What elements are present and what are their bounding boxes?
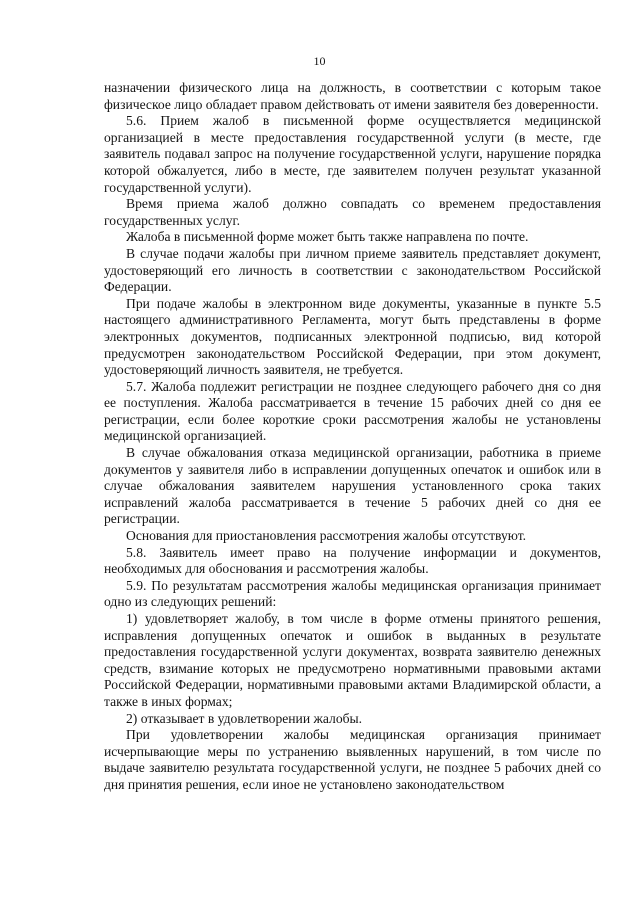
paragraph: Основания для приостановления рассмотрения жалобы отсутствуют. <box>126 528 527 544</box>
page-number: 10 <box>313 54 326 68</box>
paragraph: При удовлетворении жалобы медицинская организация принимает исчерпывающие меры по устранению выявленных нарушений, в том числе по выдаче заявителю результата государственной услуги, не позднее 5 рабочих дней со дня принятия решения, если иное не установлено законодательством <box>104 727 601 792</box>
paragraph: В случае обжалования отказа медицинской организации, работника в приеме документов у заявителя либо в исправлении допущенных опечаток и ошибок или в случае обжалования заявителем нарушения установленного срока таких исправлений жалоба рассматривается в течение 5 рабочих дней со дня ее регистрации. <box>104 445 601 527</box>
paragraph: При подаче жалобы в электронном виде документы, указанные в пункте 5.5 настоящего административного Регламента, могут быть представлены в форме электронных документов, подписанных электронной подписью, вид которой предусмотрен законодательством Российской Федерации, при этом документ, удостоверяющий личность заявителя, не требуется. <box>104 295 601 378</box>
paragraph: Время приема жалоб должно совпадать со временем предоставления государственных услуг. <box>104 196 601 228</box>
paragraph: 2) отказывает в удовлетворении жалобы. <box>126 710 363 726</box>
paragraph: В случае подачи жалобы при личном приеме заявитель представляет документ, удостоверяющий его личность в соответствии с законодательством Российской Федерации. <box>104 245 601 295</box>
paragraph: 5.7. Жалоба подлежит регистрации не позднее следующего рабочего дня со дня ее поступления. Жалоба рассматривается в течение 15 рабочих дней со дня ее регистрации, если более короткие сроки рассмотрения жалобы не установлены медицинской организацией. <box>104 378 601 444</box>
paragraph: назначении физического лица на должность, в соответствии с которым такое физическое лицо обладает правом действовать от имени заявителя без доверенности. <box>104 80 601 112</box>
paragraph: 1) удовлетворяет жалобу, в том числе в форме отмены принятого решения, исправления допущенных опечаток и ошибок в выданных в результате предоставления государственной услуги документах, возврата заявителю денежных средств, взимание которых не предусмотрено нормативными правовыми актами Российской Федерации, нормативными правовыми актами Владимирской области, а также в иных формах; <box>104 611 601 709</box>
document-body <box>104 80 601 794</box>
paragraph: Жалоба в письменной форме может быть также направлена по почте. <box>126 229 529 245</box>
paragraph: 5.8. Заявитель имеет право на получение информации и документов, необходимых для обоснования и рассмотрения жалобы. <box>104 544 601 577</box>
paragraph: 5.9. По результатам рассмотрения жалобы медицинская организация принимает одно из следующих решений: <box>104 577 601 610</box>
paragraph: 5.6. Прием жалоб в письменной форме осуществляется медицинской организацией в месте предоставления государственной услуги (в месте, где заявитель подавал запрос на получение государственной услуги, нарушение порядка которой обжалуется, либо в месте, где заявителем получен результат указанной государственной услуги). <box>104 113 601 195</box>
